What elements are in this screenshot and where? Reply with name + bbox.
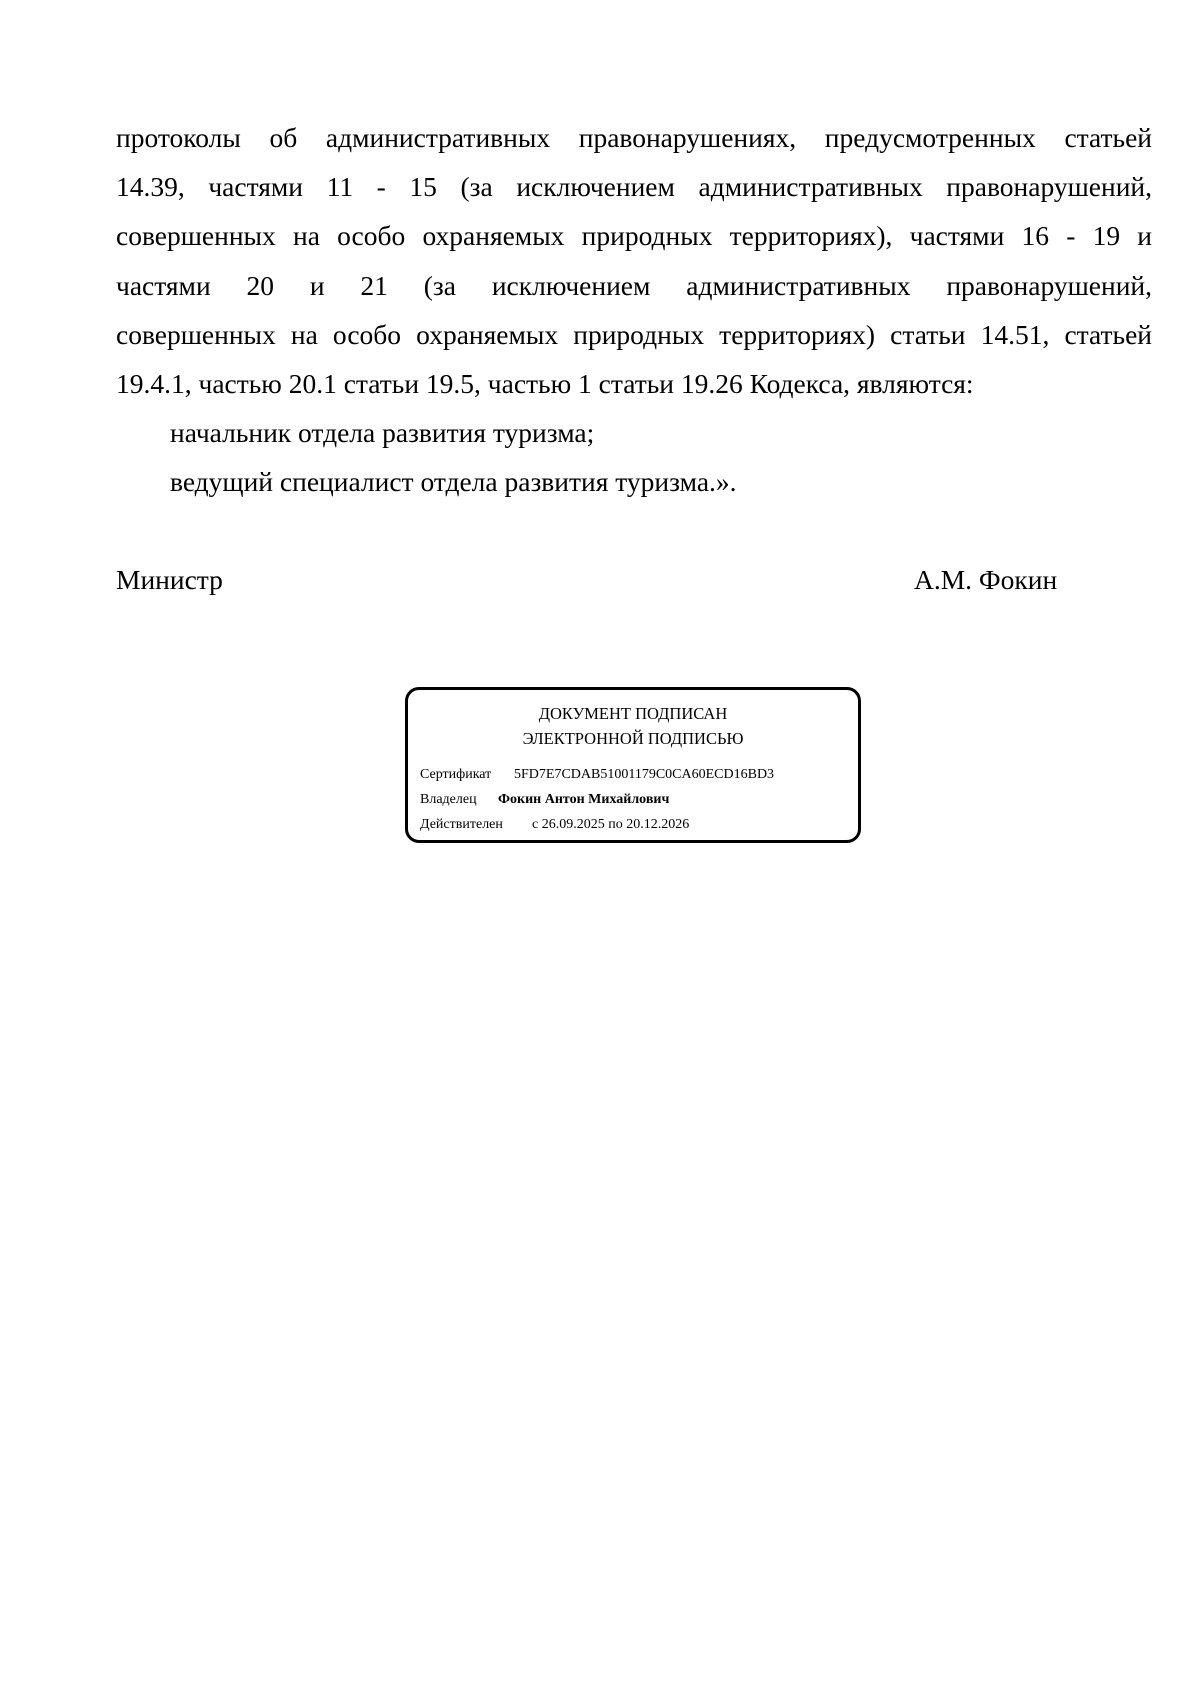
signature-block [116,560,1152,600]
stamp-valid-row [420,816,689,834]
stamp-certificate-row [420,766,774,784]
paragraph-line-1: протоколы об административных правонарушениях, предусмотренных статьей [116,122,1152,153]
list-item: начальник отдела развития туризма; [170,417,595,449]
signatory-name: А.М. Фокин [914,564,1058,595]
valid-label: Действителен [420,817,503,832]
stamp-header-line-2: ЭЛЕКТРОННОЙ ПОДПИСЬЮ [522,729,744,748]
signatory-title: Министр [116,564,223,595]
certificate-value: 5FD7E7CDAB51001179C0CA60ECD16BD3 [514,767,775,782]
paragraph-line-2: 14.39, частями 11 - 15 (за исключением административных правонарушений, [116,171,1152,203]
stamp-header [408,701,858,751]
stamp-owner-row [420,791,669,809]
certificate-label: Сертификат [420,767,492,782]
paragraph-line-4: частями 20 и 21 (за исключением административных правонарушений, [116,269,1152,301]
body-text [116,113,1152,507]
paragraph-line-6: 19.4.1, частью 20.1 статьи 19.5, частью 1 статьи 19.26 Кодекса, являются: [116,368,974,400]
owner-value: Фокин Антон Михайлович [498,792,670,807]
valid-value: с 26.09.2025 по 20.12.2026 [532,817,690,832]
owner-label: Владелец [420,792,477,807]
electronic-signature-stamp [405,687,861,843]
stamp-header-line-1: ДОКУМЕНТ ПОДПИСАН [538,704,728,723]
list-item: ведущий специалист отдела развития туризма.». [170,466,737,498]
paragraph-line-5: совершенных на особо охраняемых природных территориях) статьи 14.51, статьей [116,318,1152,350]
paragraph-line-3: совершенных на особо охраняемых природных территориях), частями 16 - 19 и [116,220,1152,252]
